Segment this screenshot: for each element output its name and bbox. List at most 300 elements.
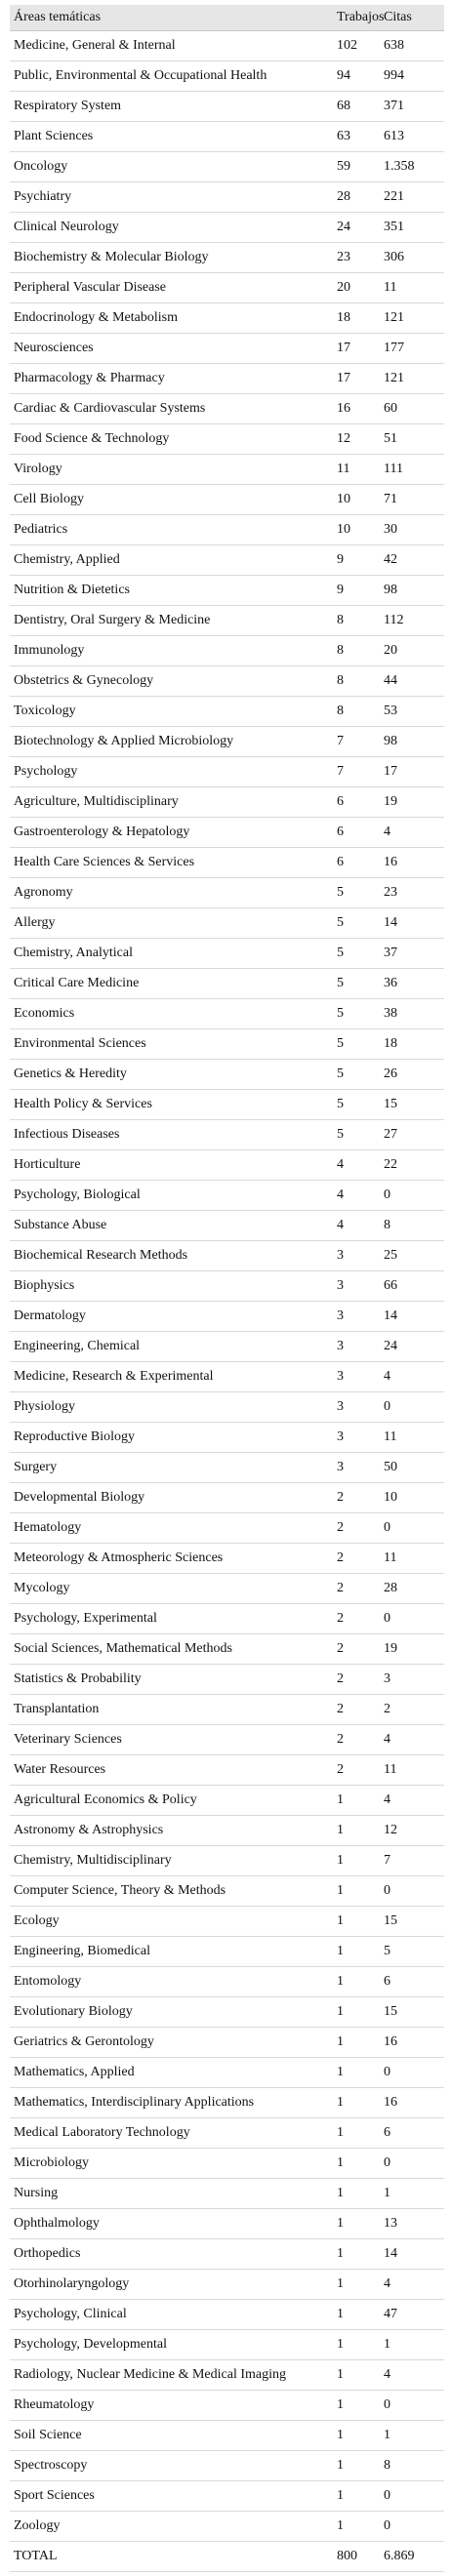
cell-citas: 14 [380,2239,444,2270]
cell-area: Transplantation [10,1695,333,1725]
cell-trabajos: 1 [333,2058,380,2088]
cell-area: Psychology, Clinical [10,2300,333,2330]
cell-trabajos: 8 [333,666,380,697]
cell-area: Psychology, Experimental [10,1604,333,1634]
table-row [10,485,444,515]
cell-area: Biochemistry & Molecular Biology [10,243,333,273]
cell-area: Radiology, Nuclear Medicine & Medical Imaging [10,2360,333,2391]
cell-area: Chemistry, Applied [10,545,333,576]
cell-citas: 37 [380,939,444,969]
cell-citas: 14 [380,1302,444,1332]
cell-citas: 1 [380,2330,444,2360]
cell-area: Zoology [10,2512,333,2542]
cell-area: Peripheral Vascular Disease [10,273,333,303]
cell-citas: 11 [380,1755,444,1786]
cell-area: Economics [10,999,333,1029]
cell-trabajos: 3 [333,1241,380,1271]
cell-citas: 44 [380,666,444,697]
table-row [10,122,444,152]
cell-trabajos: 5 [333,1060,380,1090]
cell-area: Physiology [10,1392,333,1423]
cell-area: Surgery [10,1453,333,1483]
cell-trabajos: 2 [333,1695,380,1725]
cell-area: Medicine, Research & Experimental [10,1362,333,1392]
table-row [10,1997,444,2028]
cell-citas: 16 [380,2088,444,2118]
cell-citas: 121 [380,364,444,394]
cell-area: Meteorology & Atmospheric Sciences [10,1544,333,1574]
cell-trabajos: 1 [333,1816,380,1846]
cell-citas: 36 [380,969,444,999]
cell-area: Plant Sciences [10,122,333,152]
cell-area: Pharmacology & Pharmacy [10,364,333,394]
cell-trabajos: 8 [333,636,380,666]
cell-citas: 6 [380,1967,444,1997]
subject-areas-table [10,5,444,2572]
header-citas: Citas [380,5,444,31]
cell-trabajos: 3 [333,1453,380,1483]
cell-citas: 30 [380,515,444,545]
table-row [10,939,444,969]
cell-citas: 3 [380,1665,444,1695]
cell-citas: 351 [380,213,444,243]
cell-area: Chemistry, Analytical [10,939,333,969]
table-row [10,757,444,787]
table-row [10,1332,444,1362]
table-row [10,878,444,908]
table-row [10,1211,444,1241]
cell-citas: 4 [380,818,444,848]
cell-citas: 60 [380,394,444,424]
cell-area: Food Science & Technology [10,424,333,455]
cell-area: Veterinary Sciences [10,1725,333,1755]
table-row [10,1816,444,1846]
table-row [10,1846,444,1876]
cell-area: Rheumatology [10,2391,333,2421]
cell-trabajos: 12 [333,424,380,455]
cell-trabajos: 4 [333,1211,380,1241]
cell-trabajos: 1 [333,2149,380,2179]
table-row [10,243,444,273]
cell-citas: 25 [380,1241,444,1271]
cell-trabajos: 5 [333,1029,380,1060]
table-row [10,1150,444,1181]
table-row [10,727,444,757]
table-row [10,1483,444,1513]
cell-area: Microbiology [10,2149,333,2179]
cell-citas: 12 [380,1816,444,1846]
cell-area: Agriculture, Multidisciplinary [10,787,333,818]
cell-citas: 16 [380,2028,444,2058]
table-row [10,1876,444,1907]
cell-area: Nursing [10,2179,333,2209]
cell-citas: 0 [380,1392,444,1423]
table-row [10,303,444,334]
cell-citas: 4 [380,2270,444,2300]
table-row [10,1967,444,1997]
cell-trabajos: 2 [333,1604,380,1634]
table-row [10,818,444,848]
cell-citas: 14 [380,908,444,939]
cell-trabajos: 23 [333,243,380,273]
cell-citas: 2 [380,1695,444,1725]
table-row [10,787,444,818]
cell-trabajos: 16 [333,394,380,424]
table-row [10,2300,444,2330]
table-row [10,1725,444,1755]
cell-trabajos: 11 [333,455,380,485]
cell-area: Respiratory System [10,92,333,122]
cell-trabajos: 3 [333,1271,380,1302]
table-row [10,1695,444,1725]
cell-citas: 4 [380,1362,444,1392]
cell-trabajos: 9 [333,545,380,576]
cell-area: Substance Abuse [10,1211,333,1241]
cell-citas: 16 [380,848,444,878]
cell-area: Hematology [10,1513,333,1544]
cell-citas: 306 [380,243,444,273]
cell-citas: 0 [380,1604,444,1634]
cell-area: Social Sciences, Mathematical Methods [10,1634,333,1665]
table-row [10,182,444,213]
cell-area: Psychiatry [10,182,333,213]
cell-area: Mathematics, Interdisciplinary Applications [10,2088,333,2118]
cell-citas: 26 [380,1060,444,1090]
table-row [10,455,444,485]
cell-trabajos: 102 [333,31,380,61]
cell-trabajos: 5 [333,1120,380,1150]
table-row [10,545,444,576]
cell-trabajos: 1 [333,2391,380,2421]
cell-area: Sport Sciences [10,2481,333,2512]
table-row [10,1755,444,1786]
cell-citas: 613 [380,122,444,152]
cell-area: Public, Environmental & Occupational Health [10,61,333,92]
cell-area: Engineering, Chemical [10,1332,333,1362]
cell-area: Horticulture [10,1150,333,1181]
cell-trabajos: 24 [333,213,380,243]
cell-citas: 19 [380,787,444,818]
table-row [10,576,444,606]
cell-citas: 19 [380,1634,444,1665]
total-row [10,2542,444,2572]
cell-trabajos: 1 [333,2118,380,2149]
cell-area: Infectious Diseases [10,1120,333,1150]
cell-area: Obstetrics & Gynecology [10,666,333,697]
cell-trabajos: 1 [333,2028,380,2058]
cell-citas: 23 [380,878,444,908]
cell-area: Gastroenterology & Hepatology [10,818,333,848]
cell-trabajos: 5 [333,999,380,1029]
table-row [10,31,444,61]
cell-citas: 20 [380,636,444,666]
cell-trabajos: 3 [333,1332,380,1362]
cell-trabajos: 1 [333,2239,380,2270]
cell-trabajos: 20 [333,273,380,303]
table-row [10,999,444,1029]
table-row [10,2209,444,2239]
table-row [10,1181,444,1211]
cell-trabajos: 17 [333,334,380,364]
cell-citas: 1.358 [380,152,444,182]
table-row [10,273,444,303]
cell-citas: 47 [380,2300,444,2330]
table-row [10,1453,444,1483]
cell-citas: 18 [380,1029,444,1060]
table-row [10,1120,444,1150]
table-row [10,92,444,122]
cell-citas: 4 [380,1786,444,1816]
cell-citas: 177 [380,334,444,364]
cell-trabajos: 5 [333,969,380,999]
cell-citas: 7 [380,1846,444,1876]
cell-citas: 22 [380,1150,444,1181]
total-citas: 6.869 [380,2542,444,2572]
cell-citas: 8 [380,1211,444,1241]
cell-citas: 8 [380,2451,444,2481]
cell-citas: 24 [380,1332,444,1362]
cell-citas: 28 [380,1574,444,1604]
cell-citas: 371 [380,92,444,122]
cell-trabajos: 1 [333,2360,380,2391]
cell-citas: 1 [380,2421,444,2451]
cell-citas: 6 [380,2118,444,2149]
cell-area: Neurosciences [10,334,333,364]
cell-citas: 0 [380,1513,444,1544]
table-row [10,1271,444,1302]
cell-area: Agricultural Economics & Policy [10,1786,333,1816]
cell-area: Critical Care Medicine [10,969,333,999]
table-row [10,2088,444,2118]
cell-area: Entomology [10,1967,333,1997]
cell-area: Reproductive Biology [10,1423,333,1453]
cell-area: Agronomy [10,878,333,908]
cell-trabajos: 3 [333,1362,380,1392]
cell-area: Endocrinology & Metabolism [10,303,333,334]
cell-citas: 11 [380,1544,444,1574]
table-row [10,1574,444,1604]
cell-trabajos: 5 [333,1090,380,1120]
cell-citas: 0 [380,2512,444,2542]
cell-trabajos: 2 [333,1755,380,1786]
cell-citas: 42 [380,545,444,576]
table-row [10,1392,444,1423]
cell-trabajos: 1 [333,1997,380,2028]
cell-trabajos: 9 [333,576,380,606]
table-row [10,1060,444,1090]
cell-area: Psychology, Developmental [10,2330,333,2360]
cell-citas: 221 [380,182,444,213]
cell-area: Otorhinolaryngology [10,2270,333,2300]
cell-citas: 111 [380,455,444,485]
cell-area: Dermatology [10,1302,333,1332]
table-row [10,515,444,545]
cell-area: Medicine, General & Internal [10,31,333,61]
cell-area: Water Resources [10,1755,333,1786]
cell-trabajos: 2 [333,1574,380,1604]
cell-trabajos: 18 [333,303,380,334]
table-row [10,1029,444,1060]
table-row [10,2360,444,2391]
cell-trabajos: 1 [333,1786,380,1816]
table-row [10,1786,444,1816]
table-row [10,1544,444,1574]
cell-citas: 0 [380,2149,444,2179]
table-row [10,2270,444,2300]
cell-trabajos: 2 [333,1665,380,1695]
cell-trabajos: 2 [333,1725,380,1755]
cell-area: Psychology [10,757,333,787]
cell-citas: 98 [380,727,444,757]
cell-area: Ophthalmology [10,2209,333,2239]
cell-trabajos: 1 [333,2270,380,2300]
cell-trabajos: 1 [333,2179,380,2209]
cell-area: Medical Laboratory Technology [10,2118,333,2149]
table-row [10,394,444,424]
cell-citas: 71 [380,485,444,515]
table-row [10,2058,444,2088]
cell-area: Allergy [10,908,333,939]
table-row [10,424,444,455]
table-row [10,969,444,999]
table-row [10,213,444,243]
cell-trabajos: 2 [333,1483,380,1513]
total-label: TOTAL [10,2542,333,2572]
cell-trabajos: 1 [333,1846,380,1876]
cell-citas: 112 [380,606,444,636]
cell-citas: 5 [380,1937,444,1967]
cell-citas: 0 [380,1876,444,1907]
cell-citas: 17 [380,757,444,787]
cell-citas: 38 [380,999,444,1029]
cell-area: Toxicology [10,697,333,727]
cell-trabajos: 6 [333,818,380,848]
cell-area: Mycology [10,1574,333,1604]
cell-area: Computer Science, Theory & Methods [10,1876,333,1907]
table-row [10,1937,444,1967]
cell-trabajos: 1 [333,1937,380,1967]
table-header [10,5,444,31]
cell-trabajos: 1 [333,2481,380,2512]
cell-area: Cell Biology [10,485,333,515]
cell-area: Oncology [10,152,333,182]
cell-trabajos: 2 [333,1544,380,1574]
table-row [10,334,444,364]
table-row [10,2179,444,2209]
table-row [10,2118,444,2149]
cell-area: Dentistry, Oral Surgery & Medicine [10,606,333,636]
cell-citas: 15 [380,1090,444,1120]
cell-citas: 0 [380,2481,444,2512]
cell-trabajos: 2 [333,1634,380,1665]
cell-citas: 51 [380,424,444,455]
cell-trabajos: 8 [333,606,380,636]
cell-trabajos: 63 [333,122,380,152]
table-row [10,1604,444,1634]
cell-area: Evolutionary Biology [10,1997,333,2028]
cell-trabajos: 28 [333,182,380,213]
table-row [10,2028,444,2058]
table-row [10,1090,444,1120]
cell-trabajos: 7 [333,727,380,757]
cell-trabajos: 2 [333,1513,380,1544]
cell-area: Psychology, Biological [10,1181,333,1211]
cell-area: Environmental Sciences [10,1029,333,1060]
table-row [10,848,444,878]
cell-trabajos: 1 [333,1876,380,1907]
cell-area: Health Policy & Services [10,1090,333,1120]
cell-trabajos: 1 [333,2209,380,2239]
table-row [10,2451,444,2481]
table-row [10,2149,444,2179]
cell-citas: 27 [380,1120,444,1150]
header-trabajos: Trabajos [333,5,380,31]
table-container [10,5,444,2572]
table-row [10,636,444,666]
cell-area: Virology [10,455,333,485]
cell-area: Nutrition & Dietetics [10,576,333,606]
cell-trabajos: 1 [333,2421,380,2451]
cell-citas: 121 [380,303,444,334]
table-row [10,1302,444,1332]
table-row [10,1423,444,1453]
cell-area: Engineering, Biomedical [10,1937,333,1967]
table-row [10,2512,444,2542]
cell-area: Soil Science [10,2421,333,2451]
table-row [10,908,444,939]
cell-trabajos: 5 [333,908,380,939]
cell-citas: 15 [380,1907,444,1937]
cell-area: Ecology [10,1907,333,1937]
cell-area: Geriatrics & Gerontology [10,2028,333,2058]
cell-area: Chemistry, Multidisciplinary [10,1846,333,1876]
table-row [10,2330,444,2360]
cell-trabajos: 1 [333,1907,380,1937]
cell-citas: 53 [380,697,444,727]
cell-trabajos: 6 [333,787,380,818]
cell-trabajos: 7 [333,757,380,787]
cell-citas: 11 [380,1423,444,1453]
table-row [10,606,444,636]
cell-area: Developmental Biology [10,1483,333,1513]
table-row [10,2481,444,2512]
cell-citas: 11 [380,273,444,303]
cell-trabajos: 1 [333,2451,380,2481]
cell-trabajos: 17 [333,364,380,394]
table-row [10,1907,444,1937]
table-body [10,31,444,2572]
cell-trabajos: 1 [333,2512,380,2542]
cell-trabajos: 4 [333,1150,380,1181]
header-area: Áreas temáticas [10,5,333,31]
table-row [10,152,444,182]
table-row [10,1665,444,1695]
cell-area: Biotechnology & Applied Microbiology [10,727,333,757]
cell-trabajos: 1 [333,2330,380,2360]
cell-citas: 4 [380,2360,444,2391]
cell-citas: 50 [380,1453,444,1483]
cell-trabajos: 68 [333,92,380,122]
table-row [10,1513,444,1544]
cell-trabajos: 3 [333,1302,380,1332]
cell-citas: 10 [380,1483,444,1513]
cell-trabajos: 1 [333,2300,380,2330]
cell-area: Pediatrics [10,515,333,545]
cell-area: Health Care Sciences & Services [10,848,333,878]
cell-citas: 98 [380,576,444,606]
cell-citas: 0 [380,2391,444,2421]
cell-citas: 0 [380,1181,444,1211]
